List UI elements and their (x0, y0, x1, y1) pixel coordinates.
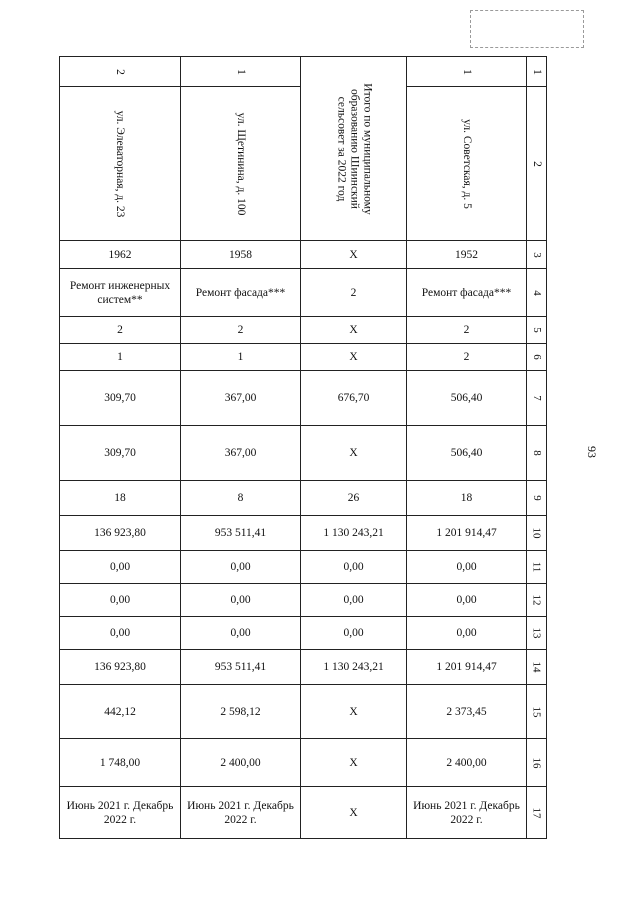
table-row (60, 344, 547, 371)
col-number-cell: 1 (527, 57, 547, 87)
table-cell: 309,70 (60, 426, 181, 481)
table-cell: 136 923,80 (60, 650, 181, 685)
col-number-cell: 2 (527, 87, 547, 241)
table-cell: Июнь 2021 г. Декабрь 2022 г. (181, 787, 301, 839)
row-number-cell: 13 (527, 617, 547, 650)
table-cell: 442,12 (60, 685, 181, 739)
table-row (60, 317, 547, 344)
row-number-cell: 16 (527, 739, 547, 787)
table-cell: 26 (301, 481, 407, 516)
table-cell: X (301, 344, 407, 371)
table-cell: 953 511,41 (181, 516, 301, 551)
table-cell: 0,00 (181, 617, 301, 650)
row-number-cell: 10 (527, 516, 547, 551)
table-row (60, 481, 547, 516)
data-table (59, 56, 547, 839)
table-cell: 136 923,80 (60, 516, 181, 551)
table-cell: 0,00 (60, 584, 181, 617)
header-index-row (60, 57, 547, 87)
table-cell: 0,00 (181, 551, 301, 584)
table-cell: 0,00 (301, 584, 407, 617)
row-number-cell: 5 (527, 317, 547, 344)
table-cell: 506,40 (407, 371, 527, 426)
stamp (470, 10, 584, 48)
header-total-cell: Итого по муниципальному образованию Шиинский сельсовет за 2022 год (301, 57, 407, 241)
table-cell: 1 (60, 344, 181, 371)
page-number: 93 (585, 446, 599, 458)
table-cell: 367,00 (181, 371, 301, 426)
table-cell: X (301, 787, 407, 839)
table-cell: 2 (181, 317, 301, 344)
table-cell: X (301, 317, 407, 344)
table-cell: 8 (181, 481, 301, 516)
row-number-cell: 7 (527, 371, 547, 426)
table-cell: 0,00 (301, 551, 407, 584)
table-cell: X (301, 426, 407, 481)
row-number-cell: 17 (527, 787, 547, 839)
table-cell: 1 130 243,21 (301, 516, 407, 551)
table-cell: 2 (407, 344, 527, 371)
table-cell: 1962 (60, 241, 181, 269)
table-cell: 2 400,00 (181, 739, 301, 787)
address-cell: ул. Щетинина, д. 100 (181, 87, 301, 241)
table-cell: Июнь 2021 г. Декабрь 2022 г. (407, 787, 527, 839)
table-cell: 1 748,00 (60, 739, 181, 787)
table-row (60, 516, 547, 551)
row-number-cell: 9 (527, 481, 547, 516)
table-row (60, 787, 547, 839)
table-cell: 0,00 (407, 584, 527, 617)
table-cell: 1 130 243,21 (301, 650, 407, 685)
table-cell: 1 201 914,47 (407, 650, 527, 685)
table-row (60, 685, 547, 739)
table-row (60, 426, 547, 481)
table-cell: 2 (60, 317, 181, 344)
table-cell: 18 (407, 481, 527, 516)
row-number-cell: 15 (527, 685, 547, 739)
table-cell: 1 (181, 344, 301, 371)
table-row (60, 739, 547, 787)
address-cell: ул. Советская, д. 5 (407, 87, 527, 241)
table-cell: 0,00 (60, 617, 181, 650)
table-row (60, 650, 547, 685)
header-index-cell: 1 (181, 57, 301, 87)
table-cell: X (301, 739, 407, 787)
table-cell: 2 (407, 317, 527, 344)
row-number-cell: 3 (527, 241, 547, 269)
row-number-cell: 14 (527, 650, 547, 685)
row-number-cell: 12 (527, 584, 547, 617)
table-row (60, 269, 547, 317)
table-cell: Июнь 2021 г. Декабрь 2022 г. (60, 787, 181, 839)
table-row (60, 241, 547, 269)
table-cell: X (301, 241, 407, 269)
table-cell: 0,00 (60, 551, 181, 584)
header-index-cell: 2 (60, 57, 181, 87)
table-row (60, 551, 547, 584)
table-cell: X (301, 685, 407, 739)
table-cell: 506,40 (407, 426, 527, 481)
table-cell: 953 511,41 (181, 650, 301, 685)
header-index-cell: 1 (407, 57, 527, 87)
table-cell: 0,00 (181, 584, 301, 617)
table-cell: Ремонт инженерных систем** (60, 269, 181, 317)
table-cell: 676,70 (301, 371, 407, 426)
table-cell: 0,00 (407, 617, 527, 650)
table-cell: 2 400,00 (407, 739, 527, 787)
table-cell: 18 (60, 481, 181, 516)
table-cell: 2 598,12 (181, 685, 301, 739)
table-row (60, 371, 547, 426)
row-number-cell: 4 (527, 269, 547, 317)
row-number-cell: 8 (527, 426, 547, 481)
table-cell: Ремонт фасада*** (407, 269, 527, 317)
row-number-cell: 6 (527, 344, 547, 371)
table-cell: Ремонт фасада*** (181, 269, 301, 317)
table-row (60, 584, 547, 617)
table-cell: 367,00 (181, 426, 301, 481)
table-cell: 0,00 (407, 551, 527, 584)
table-cell: 0,00 (301, 617, 407, 650)
table-cell: 1 201 914,47 (407, 516, 527, 551)
table-cell: 2 (301, 269, 407, 317)
table-cell: 2 373,45 (407, 685, 527, 739)
address-cell: ул. Элеваторная, д. 23 (60, 87, 181, 241)
table-cell: 309,70 (60, 371, 181, 426)
table-row (60, 617, 547, 650)
table-cell: 1958 (181, 241, 301, 269)
table-cell: 1952 (407, 241, 527, 269)
row-number-cell: 11 (527, 551, 547, 584)
